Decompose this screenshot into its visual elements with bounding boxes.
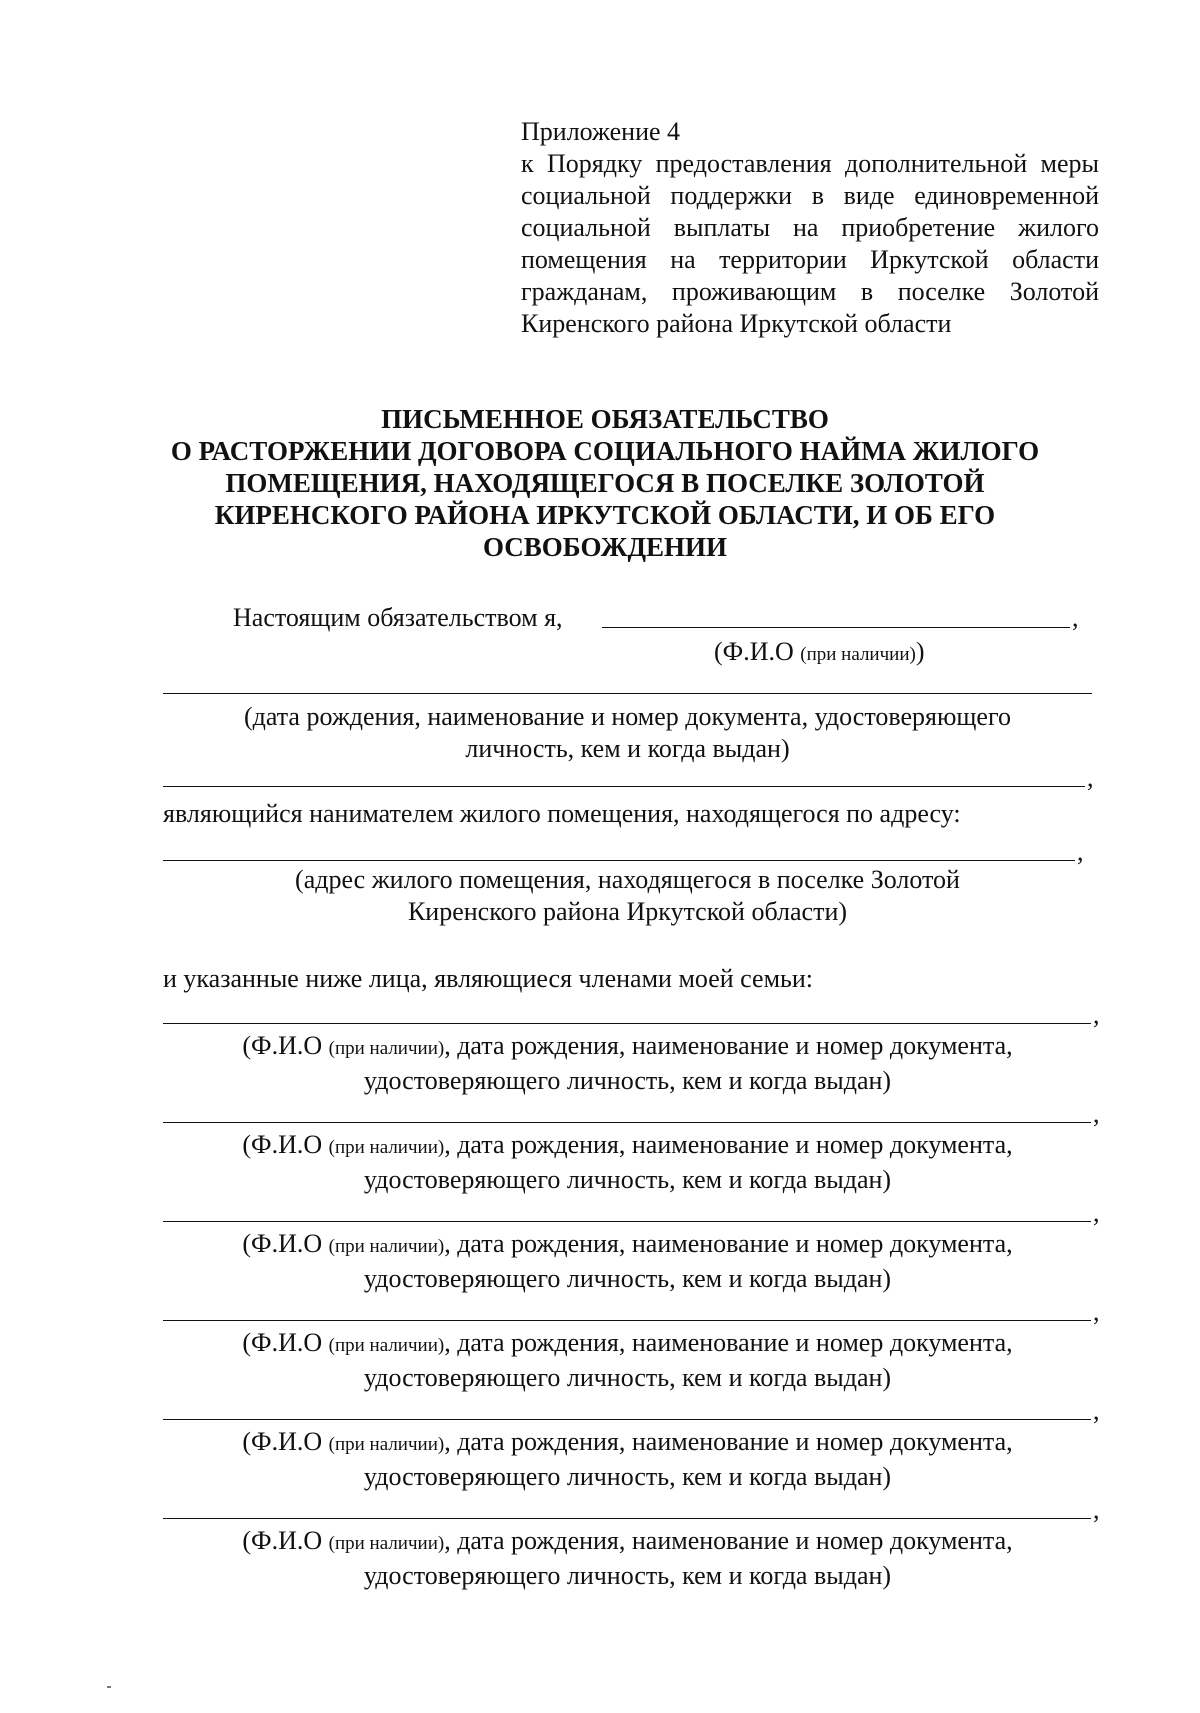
member-blank-line [163, 1221, 1091, 1222]
fio-blank-line [602, 627, 1070, 628]
member-caption-rest: , дата рождения, наименование и номер документа, [444, 1526, 1013, 1555]
member-caption-line: удостоверяющего личность, кем и когда выдан) [363, 1165, 892, 1194]
member-caption-small: (при наличии) [328, 1137, 445, 1158]
tenant-text: являющийся нанимателем жилого помещения, находящегося по адресу: [163, 799, 961, 828]
address-blank-line [163, 860, 1075, 861]
fio-caption-close: ) [915, 637, 925, 666]
member-blank-line [163, 1320, 1091, 1321]
member-caption [163, 1228, 1092, 1295]
comma: , [1093, 1099, 1100, 1128]
member-caption [163, 1129, 1092, 1196]
comma: , [1093, 1396, 1100, 1425]
document-caption [163, 701, 1092, 765]
address-caption-line: Киренского района Иркутской области) [407, 897, 848, 926]
family-text: и указанные ниже лица, являющиеся членами моей семьи: [163, 964, 814, 993]
member-caption-rest: , дата рождения, наименование и номер документа, [444, 1328, 1013, 1357]
scan-speck [107, 1686, 111, 1688]
comma: , [1093, 1495, 1100, 1524]
member-caption-line [163, 1129, 1092, 1164]
title-line: ОСВОБОЖДЕНИИ [482, 532, 728, 562]
member-caption-line: удостоверяющего личность, кем и когда выдан) [363, 1363, 892, 1392]
comma: , [1077, 837, 1084, 866]
address-caption-line: (адрес жилого помещения, находящегося в поселке Золотой [295, 865, 960, 894]
member-caption-small: (при наличии) [328, 1533, 445, 1554]
member-caption-line [163, 1426, 1092, 1461]
document-caption-line: личность, кем и когда выдан) [465, 734, 790, 763]
member-blank-line [163, 1419, 1091, 1420]
annex-reference: к Порядку предоставления дополнительной меры социальной поддержки в виде единовременной социальной выплаты на приобретение жилого помещения на территории Иркутской области гражданам, проживающим в поселке Золотой Киренского района Иркутской области [521, 149, 1099, 338]
member-caption-small: (при наличии) [328, 1335, 445, 1356]
member-caption-open: (Ф.И.О [242, 1229, 329, 1258]
member-caption-line: удостоверяющего личность, кем и когда выдан) [363, 1264, 892, 1293]
member-caption [163, 1426, 1092, 1493]
title-line: ПОМЕЩЕНИЯ, НАХОДЯЩЕГОСЯ В ПОСЕЛКЕ ЗОЛОТОЙ [225, 468, 985, 498]
title-line: ПИСЬМЕННОЕ ОБЯЗАТЕЛЬСТВО [381, 404, 829, 434]
member-caption-rest: , дата рождения, наименование и номер документа, [444, 1229, 1013, 1258]
comma: , [1093, 1297, 1100, 1326]
member-caption-line: удостоверяющего личность, кем и когда выдан) [363, 1462, 892, 1491]
fio-caption-open: (Ф.И.О [714, 637, 801, 666]
intro-text: Настоящим обязательством я, [233, 603, 563, 632]
member-caption [163, 1030, 1092, 1097]
document-blank-line [163, 693, 1092, 694]
member-caption-rest: , дата рождения, наименование и номер документа, [444, 1031, 1013, 1060]
title-line: КИРЕНСКОГО РАЙОНА ИРКУТСКОЙ ОБЛАСТИ, И ОБ ЕГО [214, 500, 996, 530]
member-caption [163, 1327, 1092, 1394]
comma: , [1072, 603, 1079, 632]
member-caption-open: (Ф.И.О [242, 1031, 329, 1060]
title-line: О РАСТОРЖЕНИИ ДОГОВОРА СОЦИАЛЬНОГО НАЙМА ЖИЛОГО [170, 436, 1040, 466]
member-caption-line [163, 1525, 1092, 1560]
member-caption-line [163, 1228, 1092, 1263]
comma: , [1093, 1198, 1100, 1227]
member-blank-line [163, 1122, 1091, 1123]
fio-caption [714, 636, 925, 671]
member-caption-small: (при наличии) [328, 1434, 445, 1455]
member-blank-line [163, 1518, 1091, 1519]
member-caption-rest: , дата рождения, наименование и номер документа, [444, 1427, 1013, 1456]
member-caption-line [163, 1030, 1092, 1065]
member-caption-line: удостоверяющего личность, кем и когда выдан) [363, 1561, 892, 1590]
fio-caption-small: (при наличии) [800, 644, 916, 665]
member-caption-rest: , дата рождения, наименование и номер документа, [444, 1130, 1013, 1159]
member-caption-small: (при наличии) [328, 1038, 445, 1059]
member-caption [163, 1525, 1092, 1592]
member-caption-line [163, 1327, 1092, 1362]
member-caption-line: удостоверяющего личность, кем и когда выдан) [363, 1066, 892, 1095]
member-caption-small: (при наличии) [328, 1236, 445, 1257]
blank-line [163, 786, 1085, 787]
document-caption-line: (дата рождения, наименование и номер документа, удостоверяющего [244, 702, 1011, 731]
member-caption-open: (Ф.И.О [242, 1130, 329, 1159]
comma: , [1093, 1000, 1100, 1029]
annex-number: Приложение 4 [521, 117, 681, 146]
comma: , [1087, 763, 1094, 792]
document-title [140, 403, 1070, 563]
member-blank-line [163, 1023, 1091, 1024]
member-caption-open: (Ф.И.О [242, 1427, 329, 1456]
annex-block [521, 116, 1099, 340]
member-caption-open: (Ф.И.О [242, 1328, 329, 1357]
address-caption [163, 864, 1092, 928]
member-caption-open: (Ф.И.О [242, 1526, 329, 1555]
